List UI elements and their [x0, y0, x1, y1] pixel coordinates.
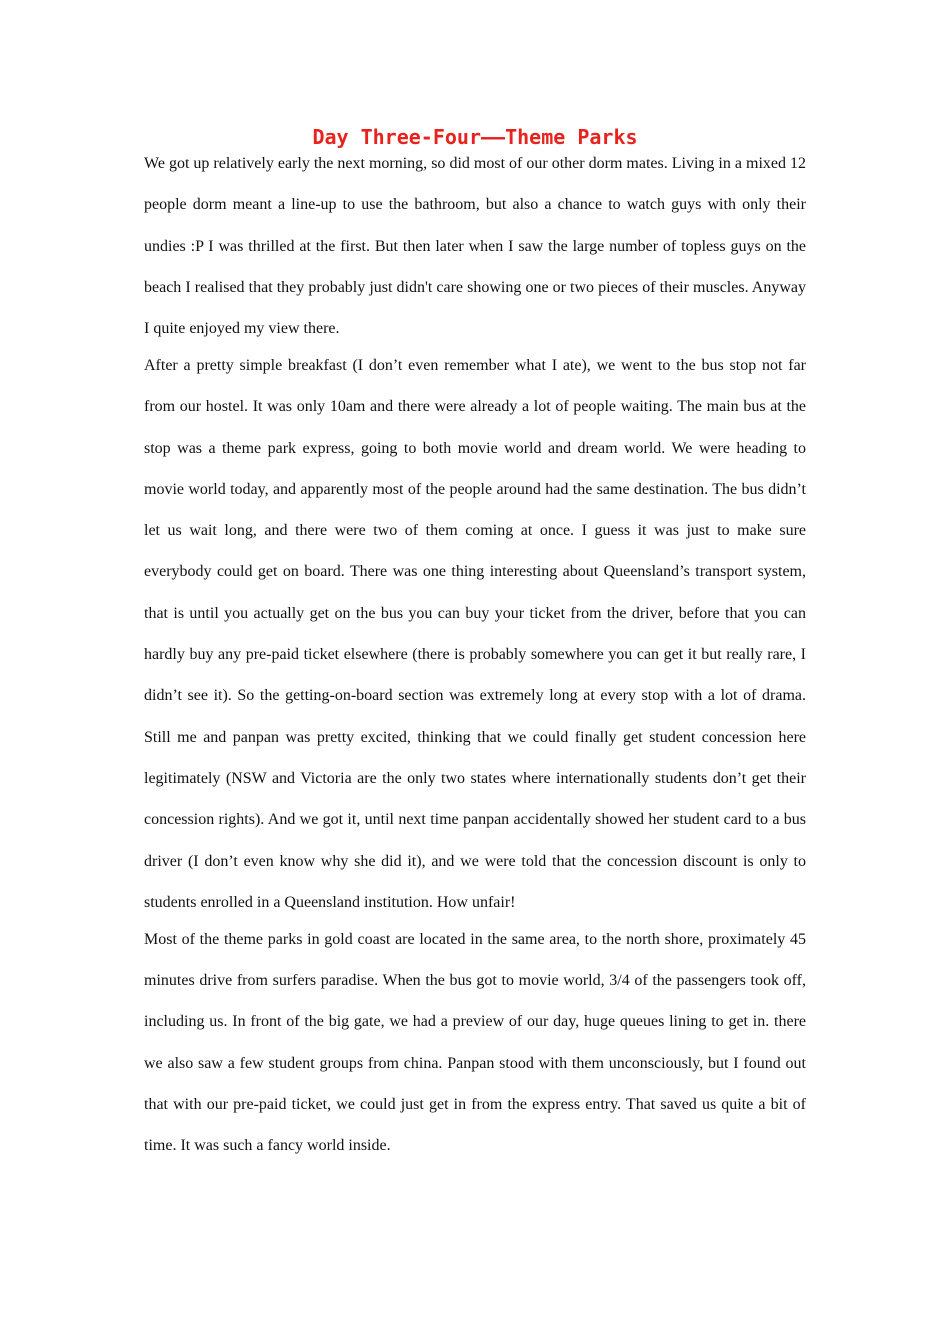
document-body — [144, 143, 806, 1166]
paragraph-dorm-morning: We got up relatively early the next morning, so did most of our other dorm mates. Living in a mixed 12 people dorm meant a line-up to use the bathroom, but also a chance to watch guys with only their undies :P I was thrilled at the first. But then later when I saw the large number of topless guys on the beach I realised that they probably just didn't care showing one or two pieces of their muscles. Anyway I quite enjoyed my view there. — [144, 155, 806, 338]
paragraph-bus-trip: After a pretty simple breakfast (I don’t even remember what I ate), we went to the bus stop not far from our hostel. It was only 10am and there were already a lot of people waiting. The main bus at the stop was a theme park express, going to both movie world and dream world. We were heading to movie world today, and apparently most of the people around had the same destination. The bus didn’t let us wait long, and there were two of them coming at once. I guess it was just to make sure everybody could get on board. There was one thing interesting about Queensland’s transport system, that is until you actually get on the bus you can buy your ticket from the driver, before that you can hardly buy any pre-paid ticket elsewhere (there is probably somewhere you can get it but really rare, I didn’t see it). So the getting-on-board section was extremely long at every stop with a lot of drama. Still me and panpan was pretty excited, thinking that we could finally get student concession here legitimately (NSW and Victoria are the only two states where internationally students don’t get their concession rights). And we got it, until next time panpan accidentally showed her student card to a bus driver (I don’t even know why she did it), and we were told that the concession discount is only to students enrolled in a Queensland institution. How unfair! — [144, 356, 806, 911]
document-title: Day Three-Four——Theme Parks — [312, 125, 638, 149]
paragraph-movie-world: Most of the theme parks in gold coast are located in the same area, to the north shore, proximately 45 minutes drive from surfers paradise. When the bus got to movie world, 3/4 of the passengers took off, including us. In front of the big gate, we had a preview of our day, huge queues lining to get in. there we also saw a few student groups from china. Panpan stood with them unconsciously, but I found out that with our pre-paid ticket, we could just get in from the express entry. That saved us quite a bit of time. It was such a fancy world inside. — [144, 930, 806, 1155]
